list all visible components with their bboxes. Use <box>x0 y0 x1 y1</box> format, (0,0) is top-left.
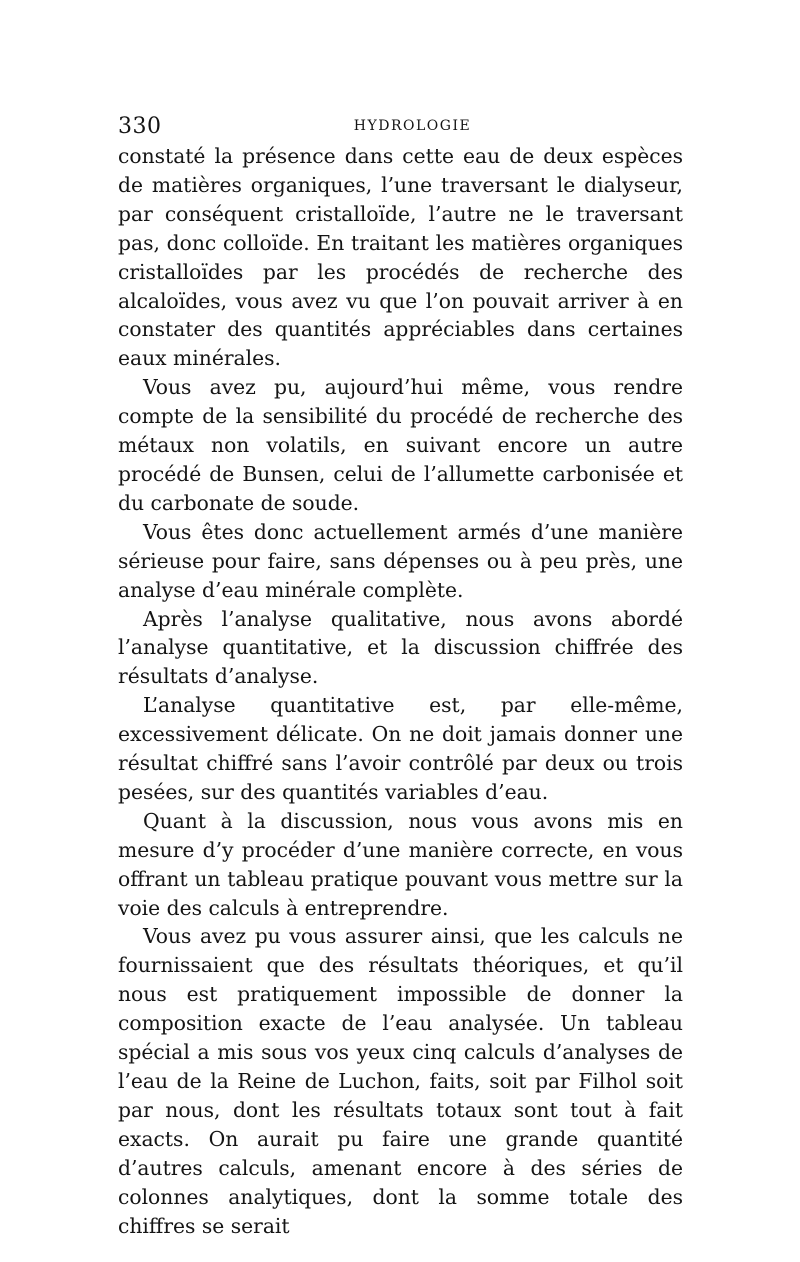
paragraph: L’analyse quantitative est, par elle-même, excessivement délicate. On ne doit jamais donner une résultat chiffré sans l’avoir contrôlé par deux ou trois pesées, sur des quantités variables d’eau. <box>118 693 683 804</box>
paragraph: Vous êtes donc actuellement armés d’une manière sérieuse pour faire, sans dépenses ou à peu près, une analyse d’eau minérale complète. <box>118 519 683 602</box>
paragraph: Vous avez pu vous assurer ainsi, que les calculs ne fournissaient que des résultats théoriques, et qu’il nous est pratiquement impossible de donner la composition exacte de l’eau analysée. Un tableau spécial a mis sous vos yeux cinq calculs d’analyses de l’eau de la Reine de Luchon, faits, soit par Filhol soit par nous, dont les résultats totaux sont tout à fait exacts. On aurait pu faire une grande quantité d’autres calculs, amenant encore à des séries de colonnes analytiques, dont la somme totale des chiffres se serait <box>118 924 683 1238</box>
paragraph: Vous avez pu, aujourd’hui même, vous rendre compte de la sensibilité du procédé de recherche des métaux non volatils, en suivant encore un autre procédé de Bunsen, celui de l’allumette carbonisée et du carbonate de soude. <box>118 375 683 515</box>
body-text <box>118 142 683 1240</box>
running-head <box>118 112 683 142</box>
page-number: 330 <box>118 114 162 139</box>
paragraph-continued: constaté la présence dans cette eau de deux espèces de matières organiques, l’une traversant le dialyseur, par conséquent cristalloïde, l’autre ne le traversant pas, donc colloïde. En traitant les matières organiques cristalloïdes par les procédés de recherche des alcaloïdes, vous avez vu que l’on pouvait arriver à en constater des quantités appréciables dans certaines eaux minérales. <box>118 144 683 371</box>
paragraph: Quant à la discussion, nous vous avons mis en mesure d’y procéder d’une manière correcte, en vous offrant un tableau pratique pouvant vous mettre sur la voie des calculs à entreprendre. <box>118 808 683 920</box>
running-title: HYDROLOGIE <box>353 118 472 134</box>
book-page <box>118 112 683 1240</box>
paragraph: Après l’analyse qualitative, nous avons abordé l’analyse quantitative, et la discussion chiffrée des résultats d’analyse. <box>118 606 683 689</box>
